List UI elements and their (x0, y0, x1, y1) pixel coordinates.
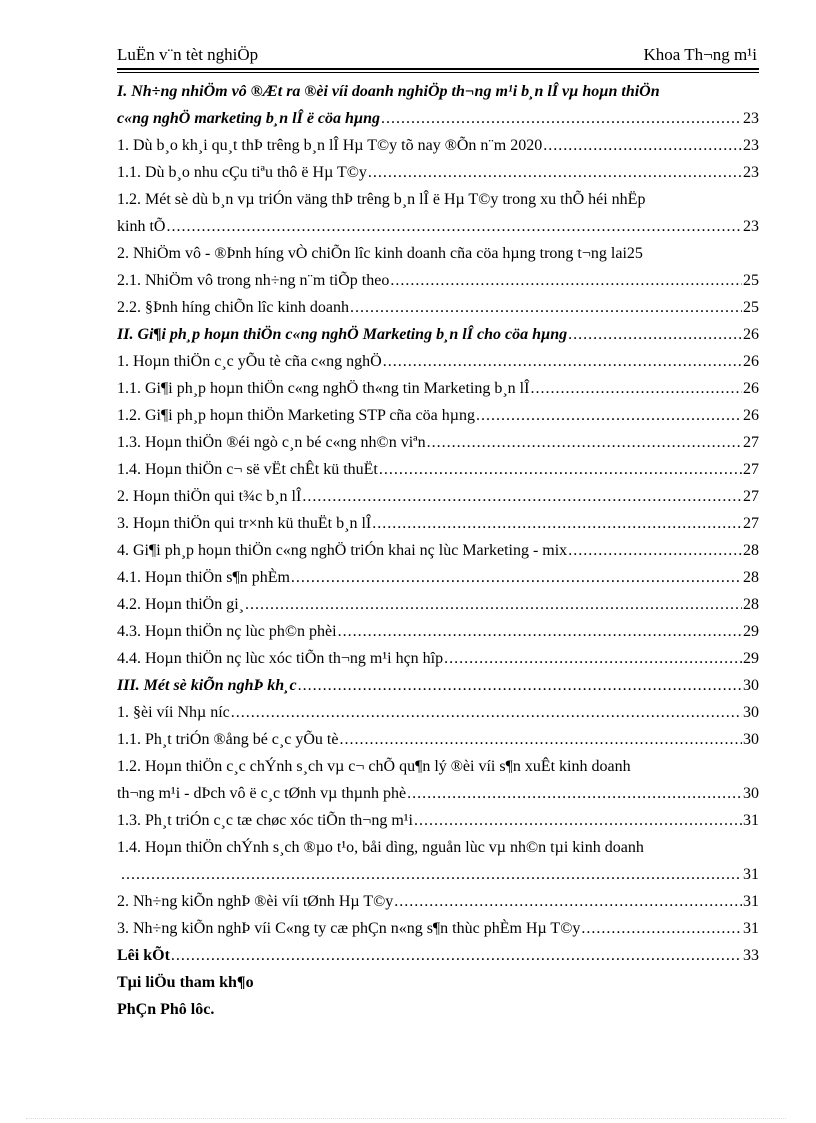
toc-entry-title: 1. §èi víi Nhµ níc (117, 704, 230, 721)
toc-entry[interactable] (117, 537, 759, 564)
toc-entry-title: 1.2. Hoµn thiÖn c¸c chÝnh s¸ch vµ c¬ chÕ qu¶n lý ®èi víi s¶n xuÊt kinh doanh (117, 758, 631, 775)
toc-entry[interactable] (117, 591, 759, 618)
toc-page-number: 31 (743, 920, 759, 937)
toc-entry-title: 1.1. Gi¶i ph¸p hoµn thiÖn c«ng nghÖ th«ng tin Marketing b¸n lÎ (117, 380, 530, 397)
toc-entry[interactable] (117, 753, 759, 780)
toc-entry[interactable] (117, 105, 759, 132)
toc-entry[interactable] (117, 645, 759, 672)
toc-entry-title: 2.1. NhiÖm vô trong nh÷ng n¨m tiÕp theo (117, 272, 390, 289)
toc-entry[interactable] (117, 888, 759, 915)
toc-page-number: 23 (743, 218, 759, 235)
toc-dot-leader (231, 699, 742, 726)
toc-entry-title: I. Nh÷ng nhiÖm vô ®Æt ra ®èi víi doanh nghiÖp th¬ng m¹i b¸n lÎ vµ hoµn thiÖn (117, 83, 660, 100)
toc-entry-title: 3. Nh÷ng kiÕn nghÞ víi C«ng ty cæ phÇn n«ng s¶n thùc phÈm Hµ T©y (117, 920, 581, 937)
toc-entry-title: 1.2. Mét sè dù b¸n vµ triÓn väng thÞ trêng b¸n lÎ ë Hµ T©y trong xu thÕ héi nhËp (117, 191, 646, 208)
toc-page-number: 31 (743, 812, 759, 829)
toc-entry-title: 1.1. Dù b¸o nhu cÇu tiªu thô ë Hµ T©y (117, 164, 367, 181)
toc-dot-leader (581, 915, 742, 942)
toc-entry-title: 4. Gi¶i ph¸p hoµn thiÖn c«ng nghÖ triÓn khai nç lùc Marketing - mix (117, 542, 568, 559)
toc-entry-title: th¬ng m¹i - dÞch vô ë c¸c tØnh vµ thµnh phè (117, 785, 407, 802)
toc-entry[interactable] (117, 483, 759, 510)
toc-entry-title: 2.2. §Þnh híng chiÕn lîc kinh doanh (117, 299, 349, 316)
toc-entry[interactable] (117, 429, 759, 456)
toc-entry[interactable] (117, 402, 759, 429)
page-bottom-border (26, 1118, 786, 1119)
toc-entry-title: 4.3. Hoµn thiÖn nç lùc ph©n phèi (117, 623, 337, 640)
toc-entry[interactable] (117, 672, 759, 699)
toc-dot-leader (407, 780, 742, 807)
toc-dot-leader (350, 294, 742, 321)
toc-entry-title: 1.3. Hoµn thiÖn ®éi ngò c¸n bé c«ng nh©n viªn (117, 434, 426, 451)
toc-entry-title: II. Gi¶i ph¸p hoµn thiÖn c«ng nghÖ Marketing b¸n lÎ cho cöa hµng (117, 326, 568, 343)
toc-page-number: 29 (743, 623, 759, 640)
toc-entry-title: 3. Hoµn thiÖn qui tr×nh kü thuËt b¸n lÎ (117, 515, 372, 532)
toc-page-number: 26 (743, 407, 759, 424)
toc-entry-title: Tµi liÖu tham kh¶o (117, 974, 254, 991)
toc-page-number: 27 (743, 488, 759, 505)
toc-page-number: 30 (743, 704, 759, 721)
toc-page-number: 25 (743, 272, 759, 289)
toc-entry[interactable] (117, 78, 759, 105)
toc-page-number: 28 (743, 596, 759, 613)
toc-page-number: 28 (743, 542, 759, 559)
toc-entry-title: 2. Hoµn thiÖn qui t¾c b¸n lÎ (117, 488, 302, 505)
toc-entry[interactable] (117, 321, 759, 348)
toc-entry[interactable] (117, 699, 759, 726)
toc-entry[interactable] (117, 267, 759, 294)
toc-entry-title: 1. Dù b¸o kh¸i qu¸t thÞ trêng b¸n lÎ Hµ T©y tõ nay ®Õn n¨m 2020 (117, 137, 543, 154)
toc-entry[interactable] (117, 942, 759, 969)
toc-entry[interactable] (117, 861, 759, 888)
toc-entry-title: 4.1. Hoµn thiÖn s¶n phÈm (117, 569, 290, 586)
toc-dot-leader (427, 429, 742, 456)
toc-entry-title: Lêi kÕt (117, 947, 170, 964)
toc-entry[interactable] (117, 618, 759, 645)
header-rule-thick (117, 68, 759, 70)
toc-entry[interactable] (117, 159, 759, 186)
toc-page-number: 26 (743, 326, 759, 343)
toc-dot-leader (338, 618, 742, 645)
toc-dot-leader (372, 510, 742, 537)
toc-page-number: 31 (743, 893, 759, 910)
toc-page-number: 28 (743, 569, 759, 586)
toc-page-number: 30 (743, 731, 759, 748)
toc-entry[interactable] (117, 780, 759, 807)
toc-entry[interactable] (117, 213, 759, 240)
toc-entry[interactable] (117, 456, 759, 483)
toc-entry-title: 4.2. Hoµn thiÖn gi¸ (117, 596, 244, 613)
toc-dot-leader (543, 132, 742, 159)
toc-entry[interactable] (117, 240, 759, 267)
toc-entry[interactable] (117, 969, 759, 996)
toc-page-number: 25 (626, 245, 643, 262)
toc-dot-leader (339, 726, 742, 753)
toc-dot-leader (414, 807, 742, 834)
toc-entry-title: 1.1. Ph¸t triÓn ®ång bé c¸c yÕu tè (117, 731, 339, 748)
toc-page-number: 33 (743, 947, 759, 964)
toc-dot-leader (298, 672, 742, 699)
toc-page-number: 27 (743, 515, 759, 532)
toc-page-number: 26 (743, 353, 759, 370)
toc-entry-title: 1.4. Hoµn thiÖn c¬ së vËt chÊt kü thuËt (117, 461, 378, 478)
header-rule-thin (117, 72, 759, 73)
toc-page-number: 30 (743, 677, 759, 694)
toc-entry-title: 1. Hoµn thiÖn c¸c yÕu tè cña c«ng nghÖ (117, 353, 382, 370)
header-right-title: Khoa Th¬ng m¹i (643, 45, 757, 64)
toc-entry-title: III. Mét sè kiÕn nghÞ kh¸c (117, 677, 297, 694)
toc-entry[interactable] (117, 915, 759, 942)
toc-entry[interactable] (117, 807, 759, 834)
toc-entry[interactable] (117, 996, 759, 1023)
toc-dot-leader (171, 942, 742, 969)
toc-entry[interactable] (117, 348, 759, 375)
toc-page-number: 29 (743, 650, 759, 667)
toc-dot-leader (245, 591, 742, 618)
toc-page-number: 26 (743, 380, 759, 397)
toc-dot-leader (394, 888, 742, 915)
toc-entry-title: 1.3. Ph¸t triÓn c¸c tæ chøc xóc tiÕn th¬ng m¹i (117, 812, 413, 829)
toc-dot-leader (302, 483, 742, 510)
toc-dot-leader (383, 348, 742, 375)
toc-dot-leader (530, 375, 742, 402)
toc-entry[interactable] (117, 186, 759, 213)
toc-page-number: 27 (743, 434, 759, 451)
toc-dot-leader (379, 456, 742, 483)
toc-entry-title: 4.4. Hoµn thiÖn nç lùc xóc tiÕn th¬ng m¹i hçn hîp (117, 650, 444, 667)
toc-entry-title: PhÇn Phô lôc. (117, 1001, 215, 1018)
toc-dot-leader (381, 105, 742, 132)
toc-entry[interactable] (117, 132, 759, 159)
toc-entry[interactable] (117, 375, 759, 402)
header-left-title: LuËn v¨n tèt nghiÖp (117, 45, 259, 64)
toc-entry-title: kinh tÕ (117, 218, 166, 235)
toc-entry[interactable] (117, 294, 759, 321)
toc-page-number: 23 (743, 110, 759, 127)
toc-entry-title: c«ng nghÖ marketing b¸n lÎ ë cöa hµng (117, 110, 381, 127)
toc-page-number: 30 (743, 785, 759, 802)
toc-dot-leader (166, 213, 742, 240)
toc-entry-title: 2. Nh÷ng kiÕn nghÞ ®èi víi tØnh Hµ T©y (117, 893, 394, 910)
toc-dot-leader (568, 321, 742, 348)
toc-entry[interactable] (117, 726, 759, 753)
toc-entry[interactable] (117, 564, 759, 591)
toc-dot-leader (121, 861, 742, 888)
toc-entry-title: 1.4. Hoµn thiÖn chÝnh s¸ch ®µo t¹o, båi dìng, nguån lùc vµ nh©n tµi kinh doanh (117, 839, 644, 856)
toc-page-number: 23 (743, 164, 759, 181)
toc-entry[interactable] (117, 510, 759, 537)
toc-entry[interactable] (117, 834, 759, 861)
table-of-contents (117, 78, 759, 1023)
page-header (117, 45, 759, 67)
toc-page-number: 31 (743, 866, 759, 883)
toc-dot-leader (568, 537, 742, 564)
toc-dot-leader (368, 159, 742, 186)
toc-entry-title: 2. NhiÖm vô - ®Þnh híng vÒ chiÕn lîc kinh doanh cña cöa hµng trong t¬ng lai (117, 245, 627, 262)
toc-page-number: 27 (743, 461, 759, 478)
toc-entry-title: 1.2. Gi¶i ph¸p hoµn thiÖn Marketing STP cña cöa hµng (117, 407, 475, 424)
toc-dot-leader (390, 267, 742, 294)
toc-page-number: 25 (743, 299, 759, 316)
toc-dot-leader (476, 402, 742, 429)
toc-dot-leader (444, 645, 742, 672)
toc-dot-leader (291, 564, 742, 591)
toc-page-number: 23 (743, 137, 759, 154)
